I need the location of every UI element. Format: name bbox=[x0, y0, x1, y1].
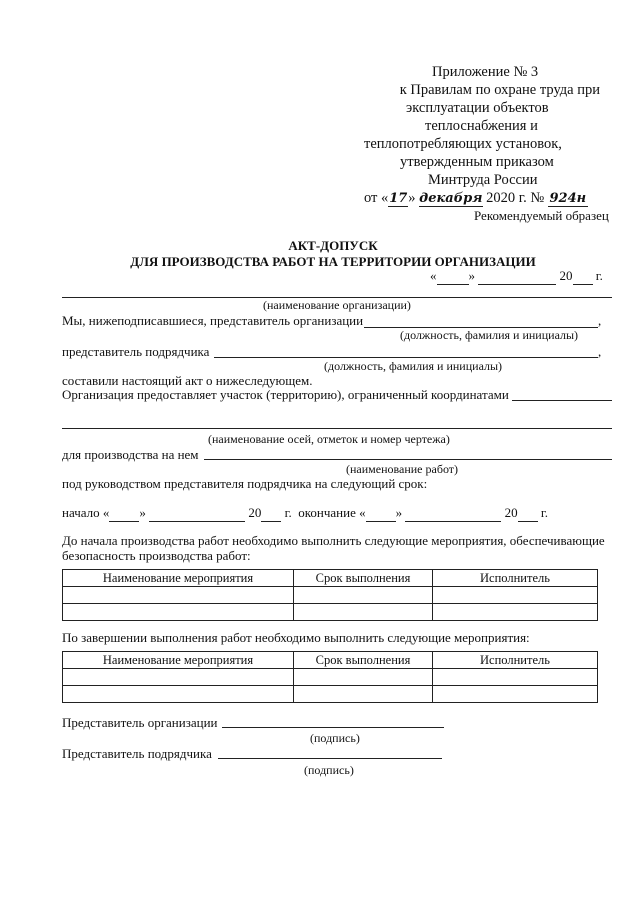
end-year-suffix: г. bbox=[540, 505, 548, 520]
drew-up-text: составили настоящий акт о нижеследующем. bbox=[62, 373, 313, 388]
table-header-row bbox=[63, 652, 598, 669]
table-row bbox=[63, 587, 598, 604]
table-cell[interactable] bbox=[433, 587, 598, 604]
end-quote-close: » bbox=[395, 505, 403, 520]
start-day-blank[interactable] bbox=[109, 505, 139, 522]
comma-2: , bbox=[598, 344, 602, 359]
measures-table-before bbox=[62, 569, 598, 621]
before-works-text: До начала производства работ необходимо выполнить следующие мероприятия, обеспечивающие безопасность производства работ: bbox=[62, 533, 605, 563]
axes-field[interactable] bbox=[62, 428, 612, 429]
header-line-6: Минтруда России bbox=[428, 172, 538, 188]
act-date bbox=[430, 268, 603, 285]
quote-open: « bbox=[430, 268, 437, 283]
col-header-deadline: Срок выполнения bbox=[294, 652, 433, 669]
year-prefix: 20 bbox=[559, 268, 573, 283]
table-row bbox=[63, 604, 598, 621]
header-line-2: эксплуатации объектов bbox=[406, 100, 549, 116]
axes-caption: (наименование осей, отметок и номер чертежа) bbox=[208, 432, 450, 446]
header-line-4: теплопотребляющих установок, bbox=[364, 136, 562, 152]
under-guidance-text: под руководством представителя подрядчика на следующий срок: bbox=[62, 476, 428, 491]
header-line-1: к Правилам по охране труда при bbox=[399, 82, 600, 98]
order-year: 2020 г. № bbox=[486, 190, 545, 206]
work-name-field[interactable] bbox=[204, 459, 612, 460]
date-mid: » bbox=[408, 190, 416, 206]
order-date-line bbox=[364, 190, 588, 207]
col-header-executor: Исполнитель bbox=[433, 570, 598, 587]
col-header-measure: Наименование мероприятия bbox=[63, 570, 294, 587]
end-day-blank[interactable] bbox=[366, 505, 396, 522]
order-month: декабря bbox=[419, 191, 483, 206]
order-day: 17 bbox=[389, 191, 408, 206]
month-blank[interactable] bbox=[478, 268, 556, 285]
contractor-rep-label: представитель подрядчика bbox=[62, 344, 210, 359]
contractor-rep-field[interactable] bbox=[214, 357, 598, 358]
table-header-row bbox=[63, 570, 598, 587]
table-cell[interactable] bbox=[294, 669, 433, 686]
header-line-5: утвержденным приказом bbox=[400, 154, 554, 170]
table-row bbox=[63, 686, 598, 703]
table-cell[interactable] bbox=[294, 604, 433, 621]
end-month-blank[interactable] bbox=[405, 505, 501, 522]
table-cell[interactable] bbox=[433, 686, 598, 703]
signature-caption-2: (подпись) bbox=[304, 763, 354, 777]
col-header-deadline: Срок выполнения bbox=[294, 570, 433, 587]
area-text: Организация предоставляет участок (территорию), ограниченный координатами bbox=[62, 387, 509, 402]
recommended-sample: Рекомендуемый образец bbox=[474, 208, 609, 223]
table-cell[interactable] bbox=[433, 669, 598, 686]
table-cell[interactable] bbox=[63, 669, 294, 686]
col-header-measure: Наименование мероприятия bbox=[63, 652, 294, 669]
col-header-executor: Исполнитель bbox=[433, 652, 598, 669]
header-line-3: теплоснабжения и bbox=[425, 118, 538, 134]
position-caption-1: (должность, фамилия и инициалы) bbox=[400, 328, 579, 342]
table-cell[interactable] bbox=[294, 686, 433, 703]
end-label: окончание « bbox=[298, 505, 366, 520]
year-blank[interactable] bbox=[573, 268, 593, 285]
year-suffix: г. bbox=[595, 268, 603, 283]
we-signed-label: Мы, нижеподписавшиеся, представитель организации bbox=[62, 313, 364, 328]
table-cell[interactable] bbox=[294, 587, 433, 604]
position-caption-2: (должность, фамилия и инициалы) bbox=[324, 359, 503, 373]
start-label: начало « bbox=[62, 505, 110, 520]
doc-subtitle: ДЛЯ ПРОИЗВОДСТВА РАБОТ НА ТЕРРИТОРИИ ОРГАНИЗАЦИИ bbox=[130, 254, 536, 269]
after-works-text: По завершении выполнения работ необходимо выполнить следующие мероприятия: bbox=[62, 630, 530, 645]
day-blank[interactable] bbox=[437, 268, 469, 285]
table-cell[interactable] bbox=[63, 686, 294, 703]
appendix-number: Приложение № 3 bbox=[432, 64, 539, 80]
period-line bbox=[62, 505, 548, 522]
start-year-blank[interactable] bbox=[261, 505, 281, 522]
contractor-rep-signature-field[interactable] bbox=[218, 758, 442, 759]
start-year-suffix: г. bbox=[284, 505, 292, 520]
contractor-rep-signature-label: Представитель подрядчика bbox=[62, 746, 212, 761]
start-year-prefix: 20 bbox=[248, 505, 262, 520]
table-cell[interactable] bbox=[63, 587, 294, 604]
org-rep-signature-field[interactable] bbox=[222, 727, 444, 728]
org-rep-signature-label: Представитель организации bbox=[62, 715, 218, 730]
date-prefix: от « bbox=[364, 190, 389, 206]
table-row bbox=[63, 669, 598, 686]
for-work-label: для производства на нем bbox=[62, 447, 199, 462]
start-quote-close: » bbox=[139, 505, 146, 520]
end-year-prefix: 20 bbox=[504, 505, 518, 520]
order-number: 924н bbox=[549, 191, 587, 206]
comma-1: , bbox=[598, 313, 602, 328]
start-month-blank[interactable] bbox=[149, 505, 245, 522]
measures-table-after bbox=[62, 651, 598, 703]
coordinates-field[interactable] bbox=[512, 400, 612, 401]
table-cell[interactable] bbox=[63, 604, 294, 621]
signature-caption-1: (подпись) bbox=[310, 731, 360, 745]
table-cell[interactable] bbox=[433, 604, 598, 621]
work-caption: (наименование работ) bbox=[346, 462, 459, 476]
doc-title: АКТ-ДОПУСК bbox=[288, 238, 378, 253]
quote-close: » bbox=[468, 268, 475, 283]
end-year-blank[interactable] bbox=[518, 505, 538, 522]
org-name-caption: (наименование организации) bbox=[263, 298, 411, 312]
